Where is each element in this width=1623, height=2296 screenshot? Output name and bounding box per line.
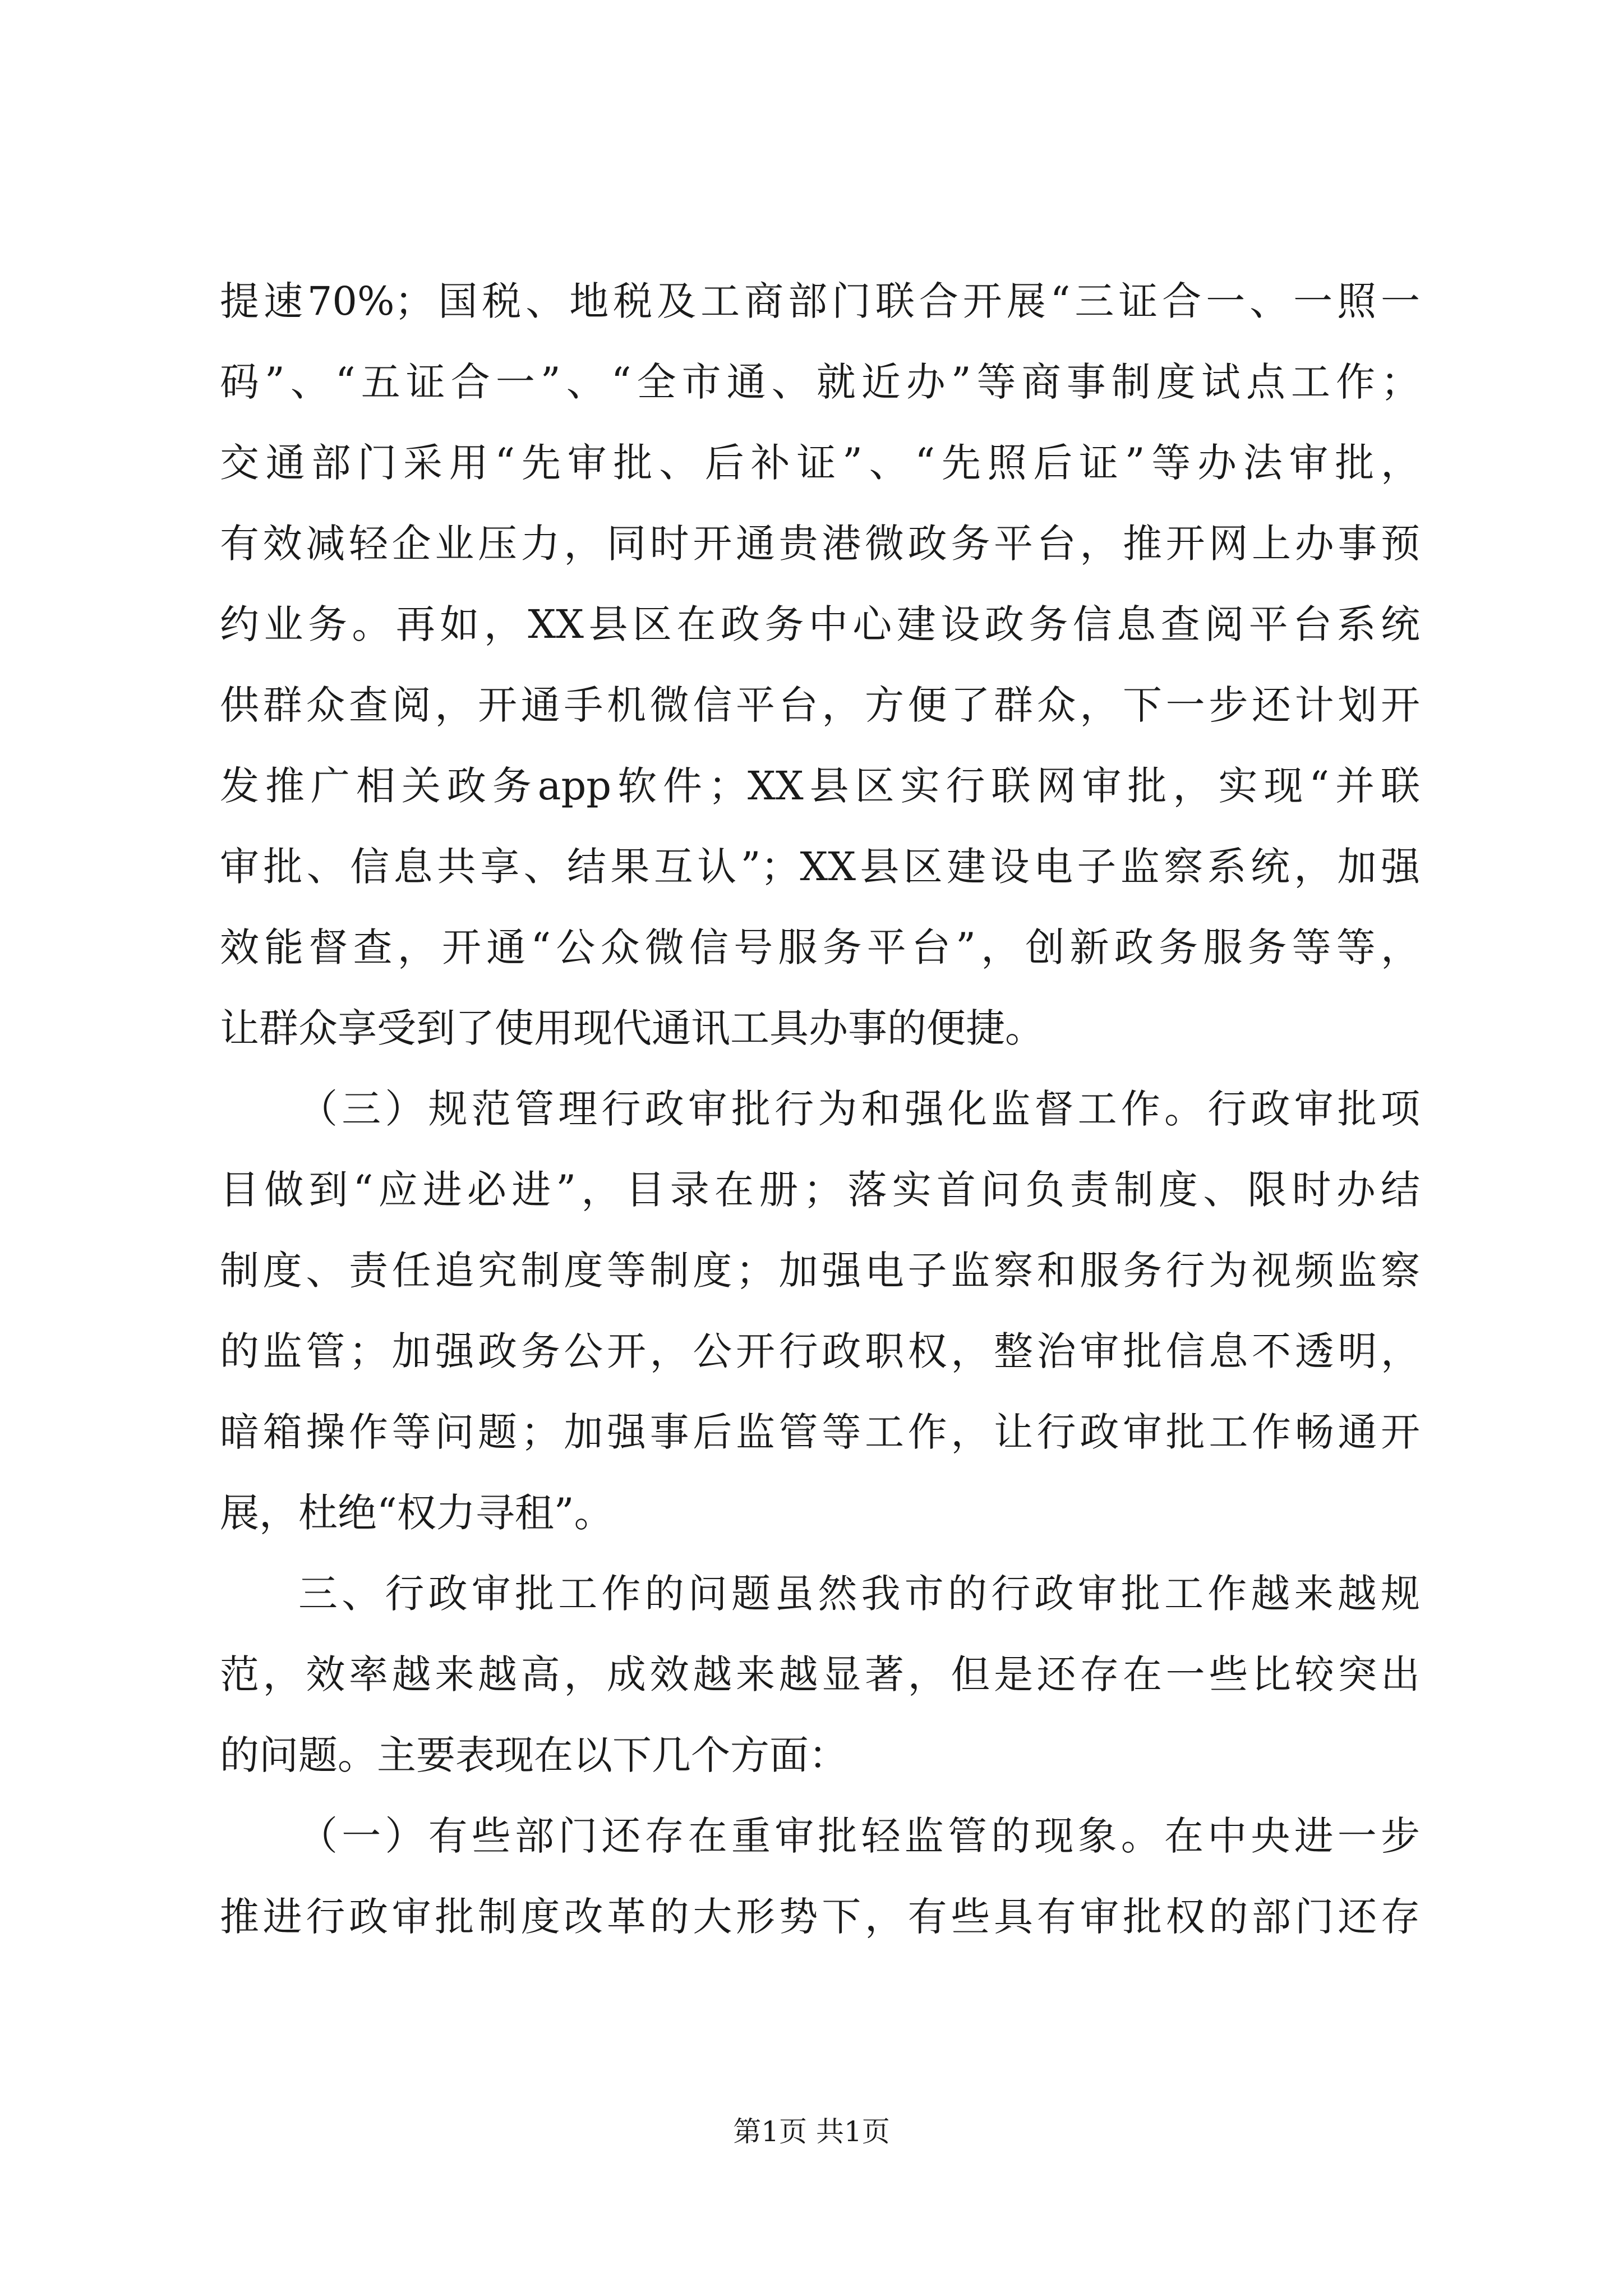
text-line: 供群众查阅，开通手机微信平台，方便了群众，下一步还计划开 <box>220 682 1420 728</box>
text-line: 发推广相关政务app软件；XX县区实行联网审批，实现“并联 <box>220 763 1420 809</box>
text-line: 暗箱操作等问题；加强事后监管等工作，让行政审批工作畅通开 <box>220 1409 1420 1455</box>
text-line: 审批、信息共享、结果互认”；XX县区建设电子监察系统，加强 <box>220 844 1420 890</box>
text-line: 有效减轻企业压力，同时开通贵港微政务平台，推开网上办事预 <box>220 521 1420 567</box>
text-line: 让群众享受到了使用现代通讯工具办事的便捷。 <box>220 1005 1044 1051</box>
text-line: 码”、“五证合一”、“全市通、就近办”等商事制度试点工作； <box>220 359 1420 405</box>
text-line: （三）规范管理行政审批行为和强化监督工作。行政审批项 <box>298 1086 1420 1132</box>
text-line: 三、行政审批工作的问题虽然我市的行政审批工作越来越规 <box>298 1571 1420 1617</box>
text-line: 制度、责任追究制度等制度；加强电子监察和服务行为视频监察 <box>220 1248 1420 1294</box>
text-line: 交通部门采用“先审批、后补证”、“先照后证”等办法审批， <box>220 440 1420 486</box>
text-line: 效能督查，开通“公众微信号服务平台”，创新政务服务等等， <box>220 924 1420 970</box>
text-line: （一）有些部门还存在重审批轻监管的现象。在中央进一步 <box>298 1813 1420 1859</box>
text-line: 的问题。主要表现在以下几个方面： <box>220 1732 848 1778</box>
page-footer: 第1页 共1页 <box>733 2115 890 2148</box>
text-line: 提速70%；国税、地税及工商部门联合开展“三证合一、一照一 <box>220 278 1420 324</box>
text-line: 范，效率越来越高，成效越来越显著，但是还存在一些比较突出 <box>220 1651 1420 1697</box>
text-line: 约业务。再如，XX县区在政务中心建设政务信息查阅平台系统 <box>220 601 1420 647</box>
body-text <box>220 261 1420 1957</box>
text-line: 推进行政审批制度改革的大形势下，有些具有审批权的部门还存 <box>220 1894 1420 1940</box>
text-line: 目做到“应进必进”，目录在册；落实首问负责制度、限时办结 <box>220 1167 1420 1213</box>
text-line: 展，杜绝“权力寻租”。 <box>220 1490 614 1536</box>
text-line: 的监管；加强政务公开，公开行政职权，整治审批信息不透明， <box>220 1328 1420 1374</box>
